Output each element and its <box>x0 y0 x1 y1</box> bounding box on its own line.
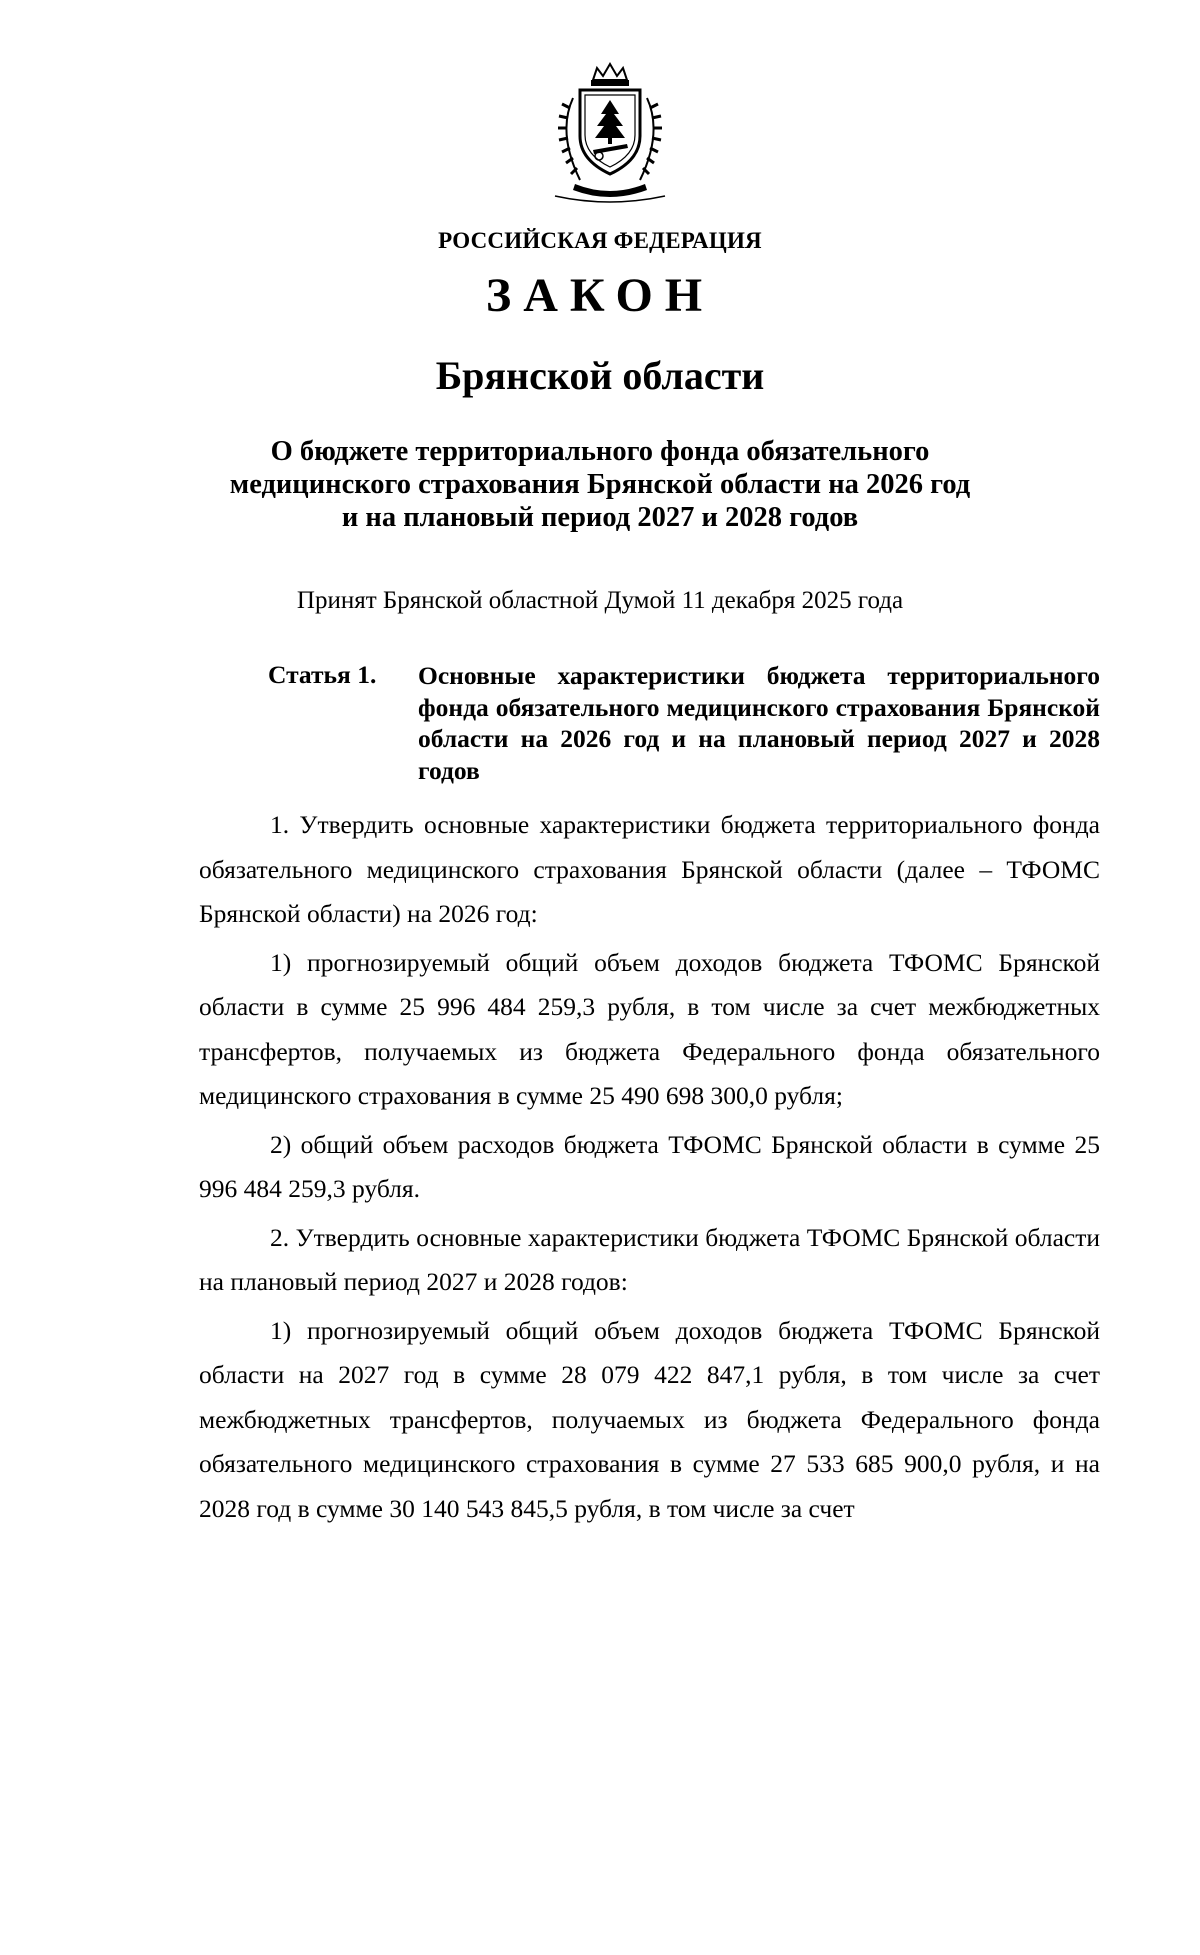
paragraph: 1. Утвердить основные характеристики бюджета территориального фонда обязательного медицинского страхования Брянской области (далее – ТФОМС Брянской области) на 2026 год: <box>199 810 1100 928</box>
document-title <box>150 435 1050 534</box>
paragraph: 1) прогнозируемый общий объем доходов бюджета ТФОМС Брянской области на 2027 год в сумме 28 079 422 847,1 рубля, в том числе за счет межбюджетных трансфертов, получаемых из бюджета Федерального фонда обязательного медицинского страхования в сумме 27 533 685 900,0 рубля, и на 2028 год в сумме 30 140 543 845,5 рубля, в том числе за счет <box>199 1315 1100 1523</box>
adoption-note: Принят Брянской областной Думой 11 декабря 2025 года <box>296 587 904 614</box>
coat-of-arms-icon <box>535 58 685 208</box>
paragraph: 1) прогнозируемый общий объем доходов бюджета ТФОМС Брянской области в сумме 25 996 484 259,3 рубля, в том числе за счет межбюджетных трансфертов, получаемых из бюджета Федерального фонда обязательного медицинского страхования в сумме 25 490 698 300,0 рубля; <box>199 947 1100 1110</box>
paragraph: 2. Утвердить основные характеристики бюджета ТФОМС Брянской области на плановый период 2027 и 2028 годов: <box>199 1222 1100 1296</box>
paragraph: 2) общий объем расходов бюджета ТФОМС Брянской области в сумме 25 996 484 259,3 рубля. <box>199 1129 1100 1203</box>
document-title-line: медицинского страхования Брянской области на 2026 год <box>229 469 971 500</box>
article-label: Статья 1. <box>268 660 377 689</box>
article-title: Основные характеристики бюджета территориального фонда обязательного медицинского страхования Брянской области на 2026 год и на плановый период 2027 и 2028 годов <box>418 661 1100 785</box>
region-name: Брянской области <box>435 353 765 398</box>
country-name: РОССИЙСКАЯ ФЕДЕРАЦИЯ <box>438 228 762 253</box>
coat-of-arms-graphic <box>535 58 685 208</box>
document-title-line: и на плановый период 2027 и 2028 годов <box>341 502 859 533</box>
law-heading: ЗАКОН <box>485 269 715 322</box>
article-body <box>199 803 1100 1535</box>
document-title-line: О бюджете территориального фонда обязательного <box>270 436 930 467</box>
